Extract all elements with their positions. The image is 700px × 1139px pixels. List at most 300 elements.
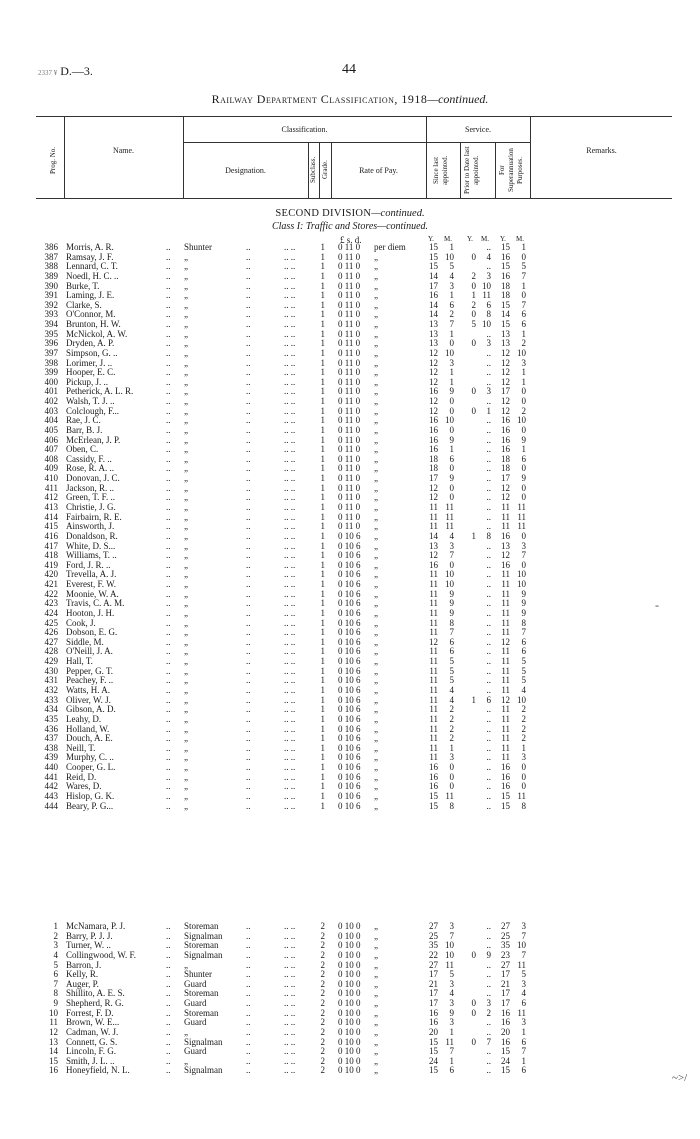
row-grade: 2 bbox=[320, 949, 325, 960]
row-since-years: 16 bbox=[429, 434, 438, 445]
leader-dots: .. .. bbox=[284, 988, 296, 999]
row-name: Auger, P. bbox=[66, 978, 99, 989]
row-rate-of-pay: 0 11 0 bbox=[338, 367, 361, 378]
row-rate-of-pay: 0 10 6 bbox=[338, 540, 361, 551]
row-name: Rae, J. C. bbox=[66, 415, 101, 426]
leader-dots: .. bbox=[246, 444, 251, 455]
row-pay-period: „ bbox=[374, 665, 378, 676]
row-super-months: 0 bbox=[521, 482, 526, 493]
row-rate-of-pay: 0 10 0 bbox=[338, 1055, 361, 1066]
row-designation: „ bbox=[184, 1055, 188, 1066]
row-pay-period: „ bbox=[374, 752, 378, 763]
row-super-years: 13 bbox=[501, 540, 510, 551]
row-pay-period: „ bbox=[374, 396, 378, 407]
row-super-months: 10 bbox=[517, 579, 526, 590]
row-grade: 1 bbox=[320, 444, 325, 455]
row-super-years: 23 bbox=[501, 949, 510, 960]
table-row bbox=[0, 627, 700, 637]
row-prior-months: .. bbox=[486, 453, 491, 464]
leader-dots: .. bbox=[166, 771, 171, 782]
leader-dots: .. bbox=[166, 1017, 171, 1028]
row-pay-period: „ bbox=[374, 1046, 378, 1057]
leader-dots: .. .. bbox=[284, 424, 296, 435]
leader-dots: .. bbox=[166, 319, 171, 330]
row-prog-no: 401 bbox=[44, 386, 58, 397]
row-grade: 1 bbox=[320, 357, 325, 368]
row-super-months: 6 bbox=[521, 309, 526, 320]
table-row bbox=[0, 386, 700, 396]
row-name: Travis, C. A. M. bbox=[66, 598, 125, 609]
row-grade: 1 bbox=[320, 338, 325, 349]
row-designation: „ bbox=[184, 550, 188, 561]
row-designation: „ bbox=[184, 646, 188, 657]
row-super-years: 20 bbox=[501, 1026, 510, 1037]
row-prog-no: 414 bbox=[44, 511, 58, 522]
row-prog-no: 436 bbox=[44, 723, 58, 734]
row-name: Green, T. F. .. bbox=[66, 492, 115, 503]
row-prior-months: 1 bbox=[486, 405, 491, 416]
row-since-years: 16 bbox=[429, 424, 438, 435]
row-designation: „ bbox=[184, 405, 188, 416]
row-prior-months: 3 bbox=[486, 270, 491, 281]
row-name: Cooper, G. L. bbox=[66, 762, 116, 773]
row-prior-years: 0 bbox=[471, 386, 476, 397]
row-name: Fairbairn, R. E. bbox=[66, 511, 122, 522]
table-row bbox=[0, 1046, 700, 1056]
table-row bbox=[0, 454, 700, 464]
row-prior-years: 0 bbox=[471, 1036, 476, 1047]
table-row bbox=[0, 281, 700, 291]
row-designation: „ bbox=[184, 723, 188, 734]
row-pay-period: „ bbox=[374, 579, 378, 590]
leader-dots: .. .. bbox=[284, 969, 296, 980]
row-since-years: 25 bbox=[429, 930, 438, 941]
row-name: Donovan, J. C. bbox=[66, 473, 120, 484]
row-super-years: 15 bbox=[501, 242, 510, 252]
row-grade: 1 bbox=[320, 607, 325, 618]
leader-dots: .. bbox=[246, 270, 251, 281]
leader-dots: .. bbox=[246, 569, 251, 580]
row-pay-period: „ bbox=[374, 569, 378, 580]
table-row bbox=[0, 940, 700, 950]
row-super-years: 11 bbox=[501, 521, 510, 532]
row-grade: 1 bbox=[320, 280, 325, 291]
row-grade: 1 bbox=[320, 588, 325, 599]
table-row bbox=[0, 1065, 700, 1075]
leader-dots: .. .. bbox=[284, 1026, 296, 1037]
table-row bbox=[0, 743, 700, 753]
leader-dots: .. bbox=[246, 386, 251, 397]
table-row bbox=[0, 367, 700, 377]
row-rate-of-pay: 0 11 0 bbox=[338, 521, 361, 532]
table-row bbox=[0, 675, 700, 685]
row-grade: 2 bbox=[320, 1046, 325, 1057]
row-super-years: 25 bbox=[501, 930, 510, 941]
row-super-months: 10 bbox=[517, 940, 526, 951]
row-designation: „ bbox=[184, 521, 188, 532]
row-super-years: 18 bbox=[501, 280, 510, 291]
row-since-years: 16 bbox=[429, 1007, 438, 1018]
row-since-years: 17 bbox=[429, 280, 438, 291]
row-prior-months: .. bbox=[486, 357, 491, 368]
row-super-months: 3 bbox=[521, 540, 526, 551]
row-since-months: 11 bbox=[445, 502, 454, 512]
row-since-months: 4 bbox=[449, 694, 454, 705]
row-name: Leahy, D. bbox=[66, 713, 102, 724]
row-since-months: 3 bbox=[449, 280, 454, 291]
row-rate-of-pay: 0 10 6 bbox=[338, 617, 361, 628]
row-prog-no: 390 bbox=[44, 280, 58, 291]
row-super-months: 7 bbox=[521, 299, 526, 310]
row-name: Donaldson, R. bbox=[66, 530, 118, 541]
row-prog-no: 416 bbox=[44, 530, 58, 541]
row-designation: „ bbox=[184, 559, 188, 570]
leader-dots: .. bbox=[246, 607, 251, 618]
row-rate-of-pay: 0 10 6 bbox=[338, 665, 361, 676]
table-row bbox=[0, 560, 700, 570]
leader-dots: .. bbox=[166, 646, 171, 657]
row-since-months: 1 bbox=[449, 242, 454, 252]
row-rate-of-pay: 0 10 6 bbox=[338, 742, 361, 753]
row-pay-period: „ bbox=[374, 367, 378, 378]
leader-dots: .. bbox=[246, 636, 251, 647]
row-since-years: 17 bbox=[429, 969, 438, 980]
leader-dots: .. .. bbox=[284, 453, 296, 464]
row-super-years: 16 bbox=[501, 771, 510, 782]
row-since-years: 15 bbox=[429, 242, 438, 252]
row-designation: Guard bbox=[184, 978, 207, 989]
row-prior-months: .. bbox=[486, 617, 491, 628]
unit-since-months: M. bbox=[444, 235, 452, 243]
leader-dots: .. .. bbox=[284, 415, 296, 426]
row-super-years: 11 bbox=[501, 742, 510, 753]
row-name: Oliver, W. J. bbox=[66, 694, 111, 705]
leader-dots: .. bbox=[166, 280, 171, 291]
row-super-years: 11 bbox=[501, 646, 510, 657]
header-prior-to-date: Prior to Date last appointed. bbox=[463, 146, 480, 194]
leader-dots: .. bbox=[246, 588, 251, 599]
row-since-years: 27 bbox=[429, 921, 438, 931]
row-since-years: 11 bbox=[429, 675, 438, 686]
row-since-months: 4 bbox=[449, 684, 454, 695]
division-title-main: SECOND DIVISION bbox=[275, 208, 372, 219]
row-since-years: 11 bbox=[429, 521, 438, 532]
table-row bbox=[0, 252, 700, 262]
row-prog-no: 388 bbox=[44, 261, 58, 272]
row-since-years: 13 bbox=[429, 319, 438, 330]
row-since-years: 11 bbox=[429, 713, 438, 724]
row-super-months: 7 bbox=[521, 270, 526, 281]
row-prog-no: 404 bbox=[44, 415, 58, 426]
leader-dots: .. bbox=[246, 521, 251, 532]
leader-dots: .. bbox=[246, 453, 251, 464]
row-pay-period: „ bbox=[374, 733, 378, 744]
leader-dots: .. .. bbox=[284, 473, 296, 484]
row-since-months: 3 bbox=[449, 978, 454, 989]
table-row bbox=[0, 589, 700, 599]
leader-dots: .. bbox=[166, 357, 171, 368]
row-prog-no: 389 bbox=[44, 270, 58, 281]
row-designation: „ bbox=[184, 367, 188, 378]
row-super-months: 4 bbox=[521, 684, 526, 695]
row-prog-no: 11 bbox=[49, 1017, 58, 1028]
row-prior-years: 1 bbox=[471, 694, 476, 705]
row-prior-months: .. bbox=[486, 762, 491, 773]
table-row bbox=[0, 733, 700, 743]
leader-dots: .. bbox=[166, 742, 171, 753]
row-name: Laming, J. E. bbox=[66, 290, 115, 301]
row-pay-period: „ bbox=[374, 463, 378, 474]
page-number: 44 bbox=[342, 62, 356, 77]
row-since-months: 5 bbox=[449, 261, 454, 272]
row-designation: „ bbox=[184, 434, 188, 445]
row-super-months: 1 bbox=[521, 376, 526, 387]
leader-dots: .. bbox=[246, 598, 251, 609]
row-name: McErlean, J. P. bbox=[66, 434, 121, 445]
row-grade: 1 bbox=[320, 694, 325, 705]
col-rule-4 bbox=[319, 142, 320, 198]
row-prior-months: .. bbox=[486, 444, 491, 455]
row-since-months: 1 bbox=[449, 328, 454, 339]
row-since-months: 3 bbox=[449, 357, 454, 368]
row-rate-of-pay: 0 11 0 bbox=[338, 463, 361, 474]
row-prior-years: 0 bbox=[471, 998, 476, 1009]
row-super-years: 16 bbox=[501, 781, 510, 792]
leader-dots: .. bbox=[166, 540, 171, 551]
row-prior-months: 10 bbox=[482, 319, 491, 330]
row-pay-period: „ bbox=[374, 290, 378, 301]
row-prog-no: 410 bbox=[44, 473, 58, 484]
leader-dots: .. .. bbox=[284, 463, 296, 474]
leader-dots: .. bbox=[166, 930, 171, 941]
leader-dots: .. bbox=[246, 290, 251, 301]
row-name: Smith, J. L. .. bbox=[66, 1055, 115, 1066]
leader-dots: .. .. bbox=[284, 502, 296, 512]
leader-dots: .. bbox=[166, 656, 171, 667]
row-super-months: 0 bbox=[521, 559, 526, 570]
row-designation: Shunter bbox=[184, 969, 212, 980]
leader-dots: .. bbox=[246, 367, 251, 378]
row-since-years: 16 bbox=[429, 771, 438, 782]
leader-dots: .. bbox=[246, 675, 251, 686]
row-designation: Storeman bbox=[184, 940, 219, 951]
row-super-months: 0 bbox=[521, 771, 526, 782]
row-rate-of-pay: 0 10 6 bbox=[338, 559, 361, 570]
leader-dots: .. bbox=[166, 502, 171, 512]
row-since-months: 9 bbox=[449, 598, 454, 609]
row-name: Christie, J. G. bbox=[66, 502, 116, 512]
row-grade: 1 bbox=[320, 771, 325, 782]
leader-dots: .. bbox=[166, 684, 171, 695]
row-rate-of-pay: 0 10 0 bbox=[338, 1026, 361, 1037]
row-designation: „ bbox=[184, 386, 188, 397]
leader-dots: .. bbox=[166, 569, 171, 580]
leader-dots: .. bbox=[246, 752, 251, 763]
header-bottom-rule bbox=[36, 198, 672, 199]
leader-dots: .. bbox=[166, 988, 171, 999]
header-rate-of-pay: Rate of Pay. bbox=[359, 165, 398, 175]
class-title: Class I: Traffic and Stores—continued. bbox=[271, 221, 429, 232]
row-super-months: 9 bbox=[521, 607, 526, 618]
header-since-last-appointed: Since last appointed. bbox=[432, 155, 449, 185]
row-designation: „ bbox=[184, 347, 188, 358]
row-since-months: 10 bbox=[445, 949, 454, 960]
row-since-months: 6 bbox=[449, 299, 454, 310]
row-super-months: 8 bbox=[521, 617, 526, 628]
row-super-years: 15 bbox=[501, 319, 510, 330]
row-name: Pepper, G. T. bbox=[66, 665, 114, 676]
row-pay-period: „ bbox=[374, 627, 378, 638]
row-super-months: 2 bbox=[521, 733, 526, 744]
row-prior-months: .. bbox=[486, 1026, 491, 1037]
row-designation: „ bbox=[184, 357, 188, 368]
leader-dots: .. bbox=[166, 1046, 171, 1057]
row-rate-of-pay: 0 10 0 bbox=[338, 1065, 361, 1076]
row-grade: 1 bbox=[320, 415, 325, 426]
row-rate-of-pay: 0 11 0 bbox=[338, 309, 361, 320]
row-super-years: 16 bbox=[501, 1036, 510, 1047]
row-name: Turner, W. .. bbox=[66, 940, 111, 951]
row-since-years: 11 bbox=[429, 627, 438, 638]
row-prior-months: .. bbox=[486, 771, 491, 782]
row-name: Siddle, M. bbox=[66, 636, 104, 647]
row-super-years: 11 bbox=[501, 579, 510, 590]
leader-dots: .. bbox=[166, 665, 171, 676]
row-super-years: 11 bbox=[501, 607, 510, 618]
row-since-years: 12 bbox=[429, 347, 438, 358]
table-row bbox=[0, 512, 700, 522]
leader-dots: .. .. bbox=[284, 309, 296, 320]
leader-dots: .. bbox=[166, 704, 171, 715]
row-since-years: 16 bbox=[429, 1017, 438, 1028]
row-name: McNamara, P. J. bbox=[66, 921, 126, 931]
leader-dots: .. bbox=[246, 579, 251, 590]
row-prior-months: .. bbox=[486, 713, 491, 724]
row-name: Holland, W. bbox=[66, 723, 110, 734]
row-since-months: 6 bbox=[449, 453, 454, 464]
row-rate-of-pay: 0 11 0 bbox=[338, 347, 361, 358]
row-pay-period: „ bbox=[374, 646, 378, 657]
row-since-years: 11 bbox=[429, 752, 438, 763]
row-super-years: 12 bbox=[501, 550, 510, 561]
leader-dots: .. bbox=[246, 463, 251, 474]
row-pay-period: „ bbox=[374, 949, 378, 960]
table-row bbox=[0, 406, 700, 416]
row-designation: „ bbox=[184, 261, 188, 272]
leader-dots: .. bbox=[246, 502, 251, 512]
leader-dots: .. bbox=[246, 969, 251, 980]
row-prior-months: .. bbox=[486, 521, 491, 532]
row-name: Dobson, E. G. bbox=[66, 627, 118, 638]
row-since-years: 11 bbox=[429, 588, 438, 599]
row-grade: 2 bbox=[320, 921, 325, 931]
leader-dots: .. .. bbox=[284, 328, 296, 339]
row-designation: „ bbox=[184, 656, 188, 667]
row-prog-no: 427 bbox=[44, 636, 58, 647]
row-grade: 2 bbox=[320, 998, 325, 1009]
row-super-months: 2 bbox=[521, 713, 526, 724]
row-designation: „ bbox=[184, 444, 188, 455]
leader-dots: .. bbox=[166, 309, 171, 320]
row-prior-months: .. bbox=[486, 540, 491, 551]
table-row bbox=[0, 377, 700, 387]
row-name: Douch, A. E. bbox=[66, 733, 113, 744]
row-prog-no: 441 bbox=[44, 771, 58, 782]
row-prog-no: 437 bbox=[44, 733, 58, 744]
leader-dots: .. bbox=[166, 453, 171, 464]
row-grade: 1 bbox=[320, 684, 325, 695]
row-rate-of-pay: 0 10 0 bbox=[338, 959, 361, 970]
row-grade: 1 bbox=[320, 502, 325, 512]
row-pay-period: „ bbox=[374, 694, 378, 705]
row-since-years: 15 bbox=[429, 261, 438, 272]
row-since-years: 35 bbox=[429, 940, 438, 951]
row-prior-years: 1 bbox=[471, 530, 476, 541]
row-grade: 1 bbox=[320, 463, 325, 474]
leader-dots: .. .. bbox=[284, 396, 296, 407]
unit-since-years: Y. bbox=[428, 235, 434, 243]
leader-dots: .. bbox=[246, 713, 251, 724]
row-super-years: 11 bbox=[501, 704, 510, 715]
row-grade: 1 bbox=[320, 434, 325, 445]
row-super-months: 1 bbox=[521, 242, 526, 252]
row-designation: „ bbox=[184, 588, 188, 599]
row-prior-months: 6 bbox=[486, 694, 491, 705]
leader-dots: .. bbox=[166, 299, 171, 310]
row-pay-period: „ bbox=[374, 473, 378, 484]
row-super-years: 18 bbox=[501, 290, 510, 301]
row-prog-no: 419 bbox=[44, 559, 58, 570]
leader-dots: .. bbox=[246, 627, 251, 638]
row-name: Everest, F. W. bbox=[66, 579, 117, 590]
leader-dots: .. bbox=[166, 367, 171, 378]
row-pay-period: „ bbox=[374, 742, 378, 753]
leader-dots: .. bbox=[246, 704, 251, 715]
row-since-months: 4 bbox=[449, 530, 454, 541]
row-name: Hislop, G. K. bbox=[66, 790, 115, 801]
row-grade: 2 bbox=[320, 1065, 325, 1076]
header-top-rule bbox=[36, 116, 672, 117]
row-since-months: 8 bbox=[449, 617, 454, 628]
row-prior-months: .. bbox=[486, 752, 491, 763]
row-since-years: 11 bbox=[429, 704, 438, 715]
leader-dots: .. bbox=[246, 473, 251, 484]
row-pay-period: „ bbox=[374, 1055, 378, 1066]
row-prior-months: .. bbox=[486, 579, 491, 590]
leader-dots: .. bbox=[166, 723, 171, 734]
row-name: Peachey, F. .. bbox=[66, 675, 114, 686]
row-super-months: 11 bbox=[517, 521, 526, 532]
row-since-years: 14 bbox=[429, 309, 438, 320]
row-since-years: 11 bbox=[429, 579, 438, 590]
row-super-years: 12 bbox=[501, 405, 510, 416]
row-rate-of-pay: 0 10 6 bbox=[338, 790, 361, 801]
row-rate-of-pay: 0 11 0 bbox=[338, 386, 361, 397]
table-row bbox=[0, 531, 700, 541]
row-designation: „ bbox=[184, 530, 188, 541]
row-pay-period: „ bbox=[374, 771, 378, 782]
row-designation: „ bbox=[184, 790, 188, 801]
row-prog-no: 407 bbox=[44, 444, 58, 455]
leader-dots: .. bbox=[246, 405, 251, 416]
row-pay-period: „ bbox=[374, 309, 378, 320]
row-prog-no: 399 bbox=[44, 367, 58, 378]
row-prior-months: 8 bbox=[486, 530, 491, 541]
row-rate-of-pay: 0 10 6 bbox=[338, 684, 361, 695]
header-service: Service. bbox=[465, 124, 491, 134]
row-grade: 2 bbox=[320, 959, 325, 970]
row-prior-months: .. bbox=[486, 511, 491, 522]
